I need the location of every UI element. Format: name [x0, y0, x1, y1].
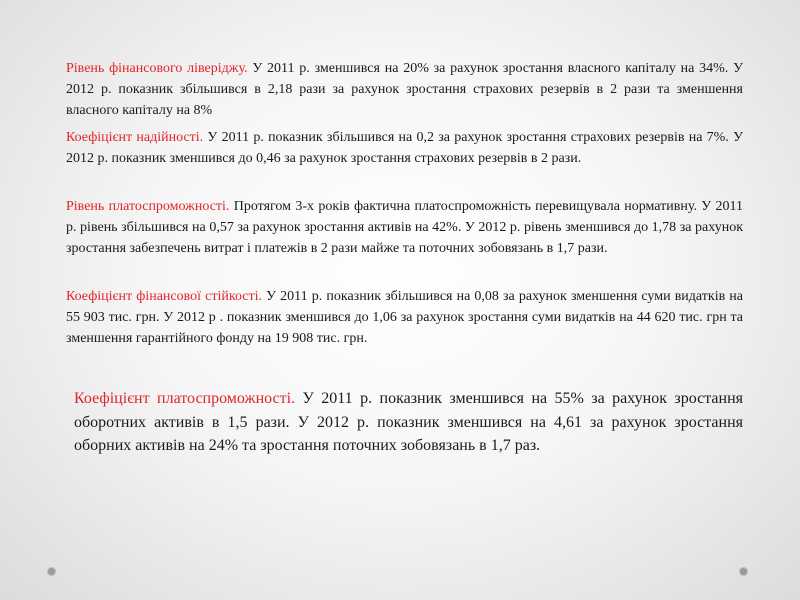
term-solvency-level: Рівень платоспроможності.	[66, 199, 230, 214]
paragraph-solvency-coefficient	[74, 387, 743, 458]
text-solvency-coefficient: У 2011 р. показник зменшився на 55% за рахунок зростання оборотних активів в 1,5 рази. У 2012 р. показник зменшився на 4,61 за рахунок зростання оборних активів на 24% та зростання поточних зобовязань в 1,7 раз.	[74, 390, 743, 454]
term-financial-stability: Коефіцієнт фінансової стійкості.	[66, 289, 263, 304]
circle-bullet-icon	[739, 567, 748, 576]
circle-bullet-icon	[47, 567, 56, 576]
text-financial-stability: У 2011 р. показник збільшився на 0,08 за рахунок зменшення суми видатків на 55 903 тис. грн. У 2012 р . показник зменшився до 1,06 за рахунок зростання суми видатків на 44 620 тис. грн та зменшення гарантійного фонду на 19 908 тис. грн.	[66, 289, 744, 346]
text-financial-leverage: У 2011 р. зменшився на 20% за рахунок зростання власного капіталу на 34%. У 2012 р. показник збільшився в 2,18 рази за рахунок зростання страхових резервів в 2 рази та зменшення власного капіталу на 8%	[66, 61, 743, 118]
paragraph-reliability-coefficient	[66, 127, 743, 169]
paragraph-solvency-level	[66, 196, 743, 259]
text-reliability-coefficient: У 2011 р. показник збільшився на 0,2 за рахунок зростання страхових резервів на 7%. У 2012 р. показник зменшився до 0,46 за рахунок зростання страхових резервів в 2 рази.	[66, 130, 744, 166]
paragraph-financial-leverage	[66, 58, 743, 121]
term-solvency-coefficient: Коефіцієнт платоспроможності.	[74, 390, 296, 407]
paragraph-financial-stability	[66, 286, 743, 349]
term-financial-leverage: Рівень фінансового ліверіджу.	[66, 61, 248, 76]
term-reliability-coefficient: Коефіцієнт надійності.	[66, 130, 204, 145]
text-solvency-level: Протягом 3-х років фактична платоспроможність перевищувала нормативну. У 2011 р. рівень збільшився на 0,57 за рахунок зростання активів на 42%. У 2012 р. рівень зменшився до 1,78 за рахунок зростання забезпечень витрат і платежів в 2 рази майже та поточних зобовязань в 1,7 рази.	[66, 199, 743, 256]
